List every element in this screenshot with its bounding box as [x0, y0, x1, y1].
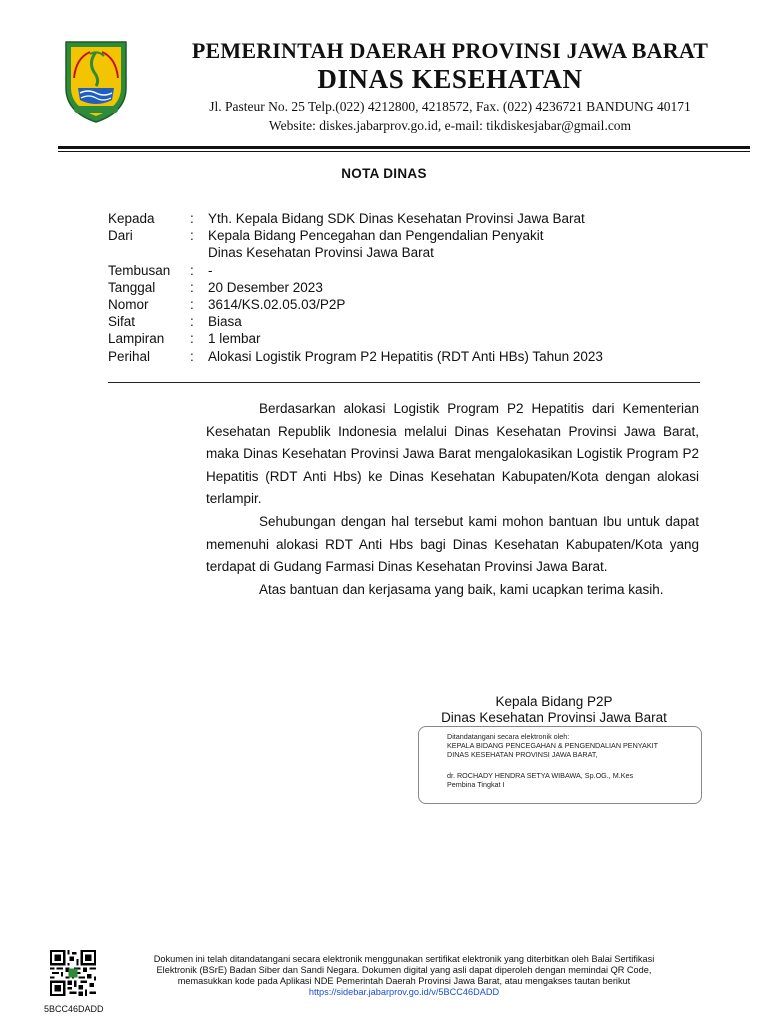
letterhead-address: Jl. Pasteur No. 25 Telp.(022) 4212800, 4218572, Fax. (022) 4236721 BANDUNG 40171	[209, 99, 691, 114]
letterhead-divider-thin	[58, 151, 750, 152]
field-value: -	[208, 262, 213, 278]
qr-verification-code: 5BCC46DADD	[44, 1004, 104, 1014]
field-label	[108, 244, 190, 261]
field-value: Yth. Kepala Bidang SDK Dinas Kesehatan Provinsi Jawa Barat	[208, 211, 585, 226]
field-colon: :	[190, 314, 194, 330]
field-label: Lampiran	[108, 331, 165, 347]
field-label: Perihal	[108, 348, 151, 364]
letterhead-website: Website: diskes.jabarprov.go.id, e-mail: tikdiskesjabar@gmail.com	[268, 118, 632, 133]
memo-body	[206, 398, 699, 601]
letterhead-agency-name: DINAS KESEHATAN	[317, 64, 583, 94]
signatory-name: dr. ROCHADY HENDRA SETYA WIBAWA, Sp.OG., M.Kes	[447, 771, 634, 780]
field-row-tanggal	[108, 279, 708, 296]
fields-divider	[108, 382, 700, 383]
field-value: Kepala Bidang Pencegahan dan Pengendalian Penyakit	[208, 228, 544, 244]
letterhead-government-name: PEMERINTAH DAERAH PROVINSI JAWA BARAT	[191, 38, 709, 63]
signature-position-line1: KEPALA BIDANG PENCEGAHAN & PENGENDALIAN PENYAKIT	[447, 741, 659, 750]
field-colon: :	[190, 348, 194, 364]
field-label: Nomor	[108, 296, 149, 312]
field-label: Sifat	[108, 314, 136, 330]
field-colon-blank	[190, 244, 208, 261]
verification-link[interactable]: https://sidebar.jabarprov.go.id/v/5BCC46DADD	[308, 987, 500, 997]
memo-header-fields	[108, 210, 708, 365]
field-label: Kepada	[108, 211, 155, 226]
field-colon: :	[190, 211, 194, 226]
field-row-nomor	[108, 296, 708, 313]
body-paragraph-1: Berdasarkan alokasi Logistik Program P2 Hepatitis dari Kementerian Kesehatan Republik Indonesia melalui Dinas Kesehatan Provinsi Jawa Barat, maka Dinas Kesehatan Provinsi Jawa Barat mengalokasikan Logistik Program P2 Hepatitis (RDT Anti Hbs) ke Dinas Kesehatan Kabupaten/Kota dengan alokasi terlampir.	[206, 401, 699, 507]
letterhead-divider-thick	[58, 146, 750, 149]
field-colon: :	[190, 331, 194, 347]
field-row-dari	[108, 227, 708, 244]
field-row-kepada	[108, 210, 708, 227]
signatory-agency: Dinas Kesehatan Provinsi Jawa Barat	[441, 710, 667, 725]
footer-esign-notice	[120, 954, 688, 998]
body-paragraph-2: Sehubungan dengan hal tersebut kami mohon bantuan Ibu untuk dapat memenuhi alokasi RDT Anti Hbs bagi Dinas Kesehatan Kabupaten/Kota yang terdapat di Gudang Farmasi Dinas Kesehatan Provinsi Jawa Barat.	[206, 513, 699, 575]
field-value: 20 Desember 2023	[208, 279, 323, 295]
document-title: NOTA DINAS	[341, 166, 427, 181]
field-row-sifat	[108, 313, 708, 330]
signature-note: Ditandatangani secara elektronik oleh:	[447, 732, 570, 741]
field-value: Dinas Kesehatan Provinsi Jawa Barat	[208, 245, 434, 261]
field-row-lampiran	[108, 330, 708, 347]
electronic-signature-box	[418, 726, 702, 804]
field-value: Biasa	[208, 314, 242, 330]
field-label: Tembusan	[108, 262, 171, 278]
signatory-position: Kepala Bidang P2P	[495, 694, 613, 709]
field-label: Dari	[108, 228, 133, 244]
field-label: Tanggal	[108, 279, 156, 295]
field-colon: :	[190, 279, 194, 295]
qr-code-icon	[50, 950, 96, 996]
field-row-tembusan	[108, 262, 708, 279]
field-value: 1 lembar	[208, 331, 261, 347]
field-colon: :	[190, 296, 194, 312]
body-paragraph-3: Atas bantuan dan kerjasama yang baik, kami ucapkan terima kasih.	[259, 581, 664, 597]
signature-position-line2: DINAS KESEHATAN PROVINSI JAWA BARAT,	[447, 750, 598, 759]
field-row-dari-continued	[108, 244, 708, 261]
footer-line-1: Dokumen ini telah ditandatangani secara elektronik menggunakan sertifikat elektronik yang diterbitkan oleh Balai Sertifikasi	[153, 954, 655, 964]
field-value: Alokasi Logistik Program P2 Hepatitis (RDT Anti HBs) Tahun 2023	[208, 348, 603, 364]
field-colon: :	[190, 262, 194, 278]
west-java-emblem-logo	[60, 38, 132, 124]
field-value: 3614/KS.02.05.03/P2P	[208, 296, 346, 312]
field-colon: :	[190, 228, 194, 244]
signatory-rank: Pembina Tingkat I	[447, 780, 505, 789]
field-row-perihal	[108, 348, 708, 365]
footer-line-3: memasukkan kode pada Aplikasi NDE Pemerintah Daerah Provinsi Jawa Barat, atau mengakses tautan berikut	[177, 976, 631, 986]
footer-line-2: Elektronik (BSrE) Badan Siber dan Sandi Negara. Dokumen digital yang asli dapat diperoleh dengan memindai QR Code,	[156, 965, 652, 975]
